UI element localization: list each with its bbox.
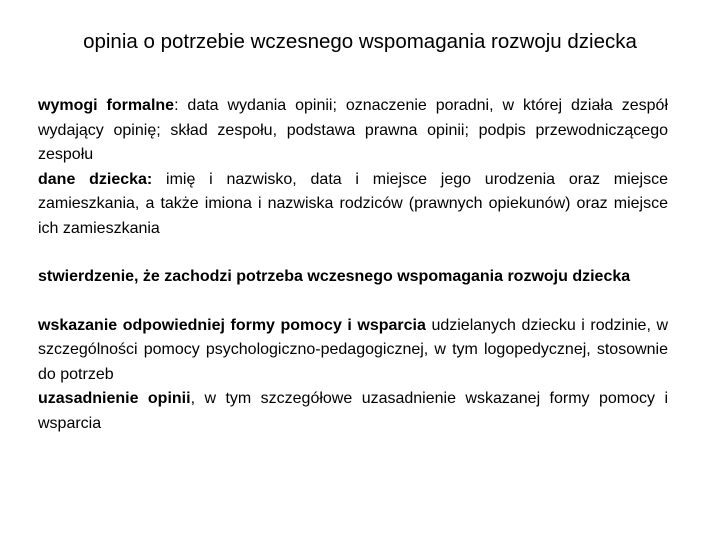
paragraph-child-data bbox=[38, 168, 668, 242]
paragraph-support-form bbox=[38, 314, 668, 388]
slide-content bbox=[38, 94, 668, 436]
spacer bbox=[38, 290, 668, 314]
paragraph-formal-requirements bbox=[38, 94, 668, 168]
paragraph-justification bbox=[38, 387, 668, 436]
paragraph-statement bbox=[38, 265, 668, 290]
paragraph-heading: wymogi formalne bbox=[38, 97, 175, 114]
paragraph-heading: wskazanie odpowiedniej formy pomocy i wsparcia bbox=[38, 316, 426, 334]
paragraph-text: , w tym szczegółowe uzasadnienie wskazanej formy pomocy i wsparcia bbox=[38, 390, 669, 432]
paragraph-heading: uzasadnienie opinii bbox=[38, 390, 191, 407]
slide-title: opinia o potrzebie wczesnego wspomagania rozwoju dziecka bbox=[83, 30, 637, 53]
paragraph-text: udzielanych dziecku i rodzinie, w szczególności pomocy psychologiczno-pedagogicznej, w tym logopedycznej, stosownie do potrzeb bbox=[38, 316, 669, 383]
paragraph-heading: dane dziecka: bbox=[38, 170, 153, 188]
paragraph-text: : data wydania opinii; oznaczenie poradni, w której działa zespół wydający opinię; skład zespołu, podstawa prawna opinii; podpis przewodniczącego zespołu bbox=[38, 97, 668, 163]
spacer bbox=[38, 241, 668, 265]
paragraph-heading: stwierdzenie, że zachodzi potrzeba wczesnego wspomagania rozwoju dziecka bbox=[38, 268, 631, 285]
paragraph-text: imię i nazwisko, data i miejsce jego urodzenia oraz miejsce zamieszkania, a także imiona i nazwiska rodziców (prawnych opiekunów) oraz miejsce ich zamieszkania bbox=[38, 170, 668, 237]
